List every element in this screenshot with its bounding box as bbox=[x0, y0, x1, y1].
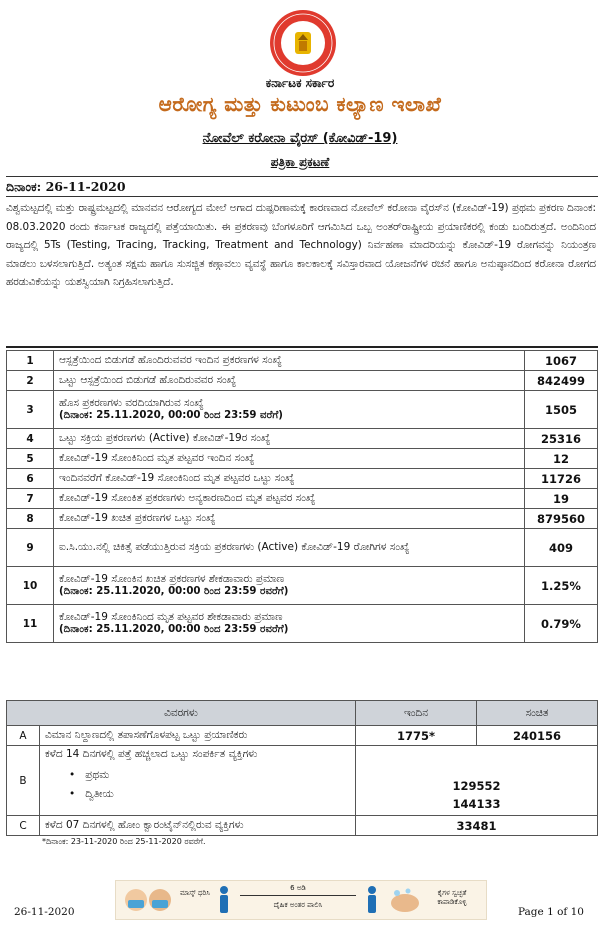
row-description: ಹೊಸ ಪ್ರಕರಣಗಳು ವರದಿಯಾಗಿರುವ ಸಂಖ್ಯೆ bbox=[59, 397, 204, 409]
divider bbox=[6, 176, 598, 177]
person-icon bbox=[364, 885, 380, 915]
table-row bbox=[7, 449, 598, 469]
row-value: 0.79% bbox=[525, 605, 598, 643]
table-row bbox=[7, 391, 598, 429]
row-number: 10 bbox=[7, 567, 54, 605]
row-description: ಇಂದಿನವರೆಗೆ ಕೋವಿಡ್-19 ಸೋಂಕಿನಿಂದ ಮೃತ ಪಟ್ಟವರ ಒಟ್ಟು ಸಂಖ್ಯೆ bbox=[59, 472, 295, 484]
department-title: ಆರೋಗ್ಯ ಮತ್ತು ಕುಟುಂಬ ಕಲ್ಯಾಣ ಇಲಾಖೆ bbox=[158, 92, 442, 116]
table-row bbox=[7, 746, 598, 816]
press-release-heading: ಪತ್ರಿಕಾ ಪ್ರಕಟಣೆ bbox=[270, 155, 330, 169]
distance-arrow bbox=[240, 895, 356, 896]
row-number: 8 bbox=[7, 509, 54, 529]
row-description-cell bbox=[54, 429, 525, 449]
masked-faces-icon bbox=[122, 885, 176, 915]
distance-caption: ದೈಹಿಕ ಅಂತರ ಪಾಲಿಸಿ bbox=[273, 901, 323, 909]
wash-caption: ಕೈಗಳ ಸ್ವಚ್ಛತೆ ಕಾಪಾಡಿಕೊಳ್ಳಿ bbox=[437, 889, 467, 906]
statistics-table bbox=[6, 350, 598, 643]
table-row bbox=[7, 509, 598, 529]
page-number: Page 1 of 10 bbox=[517, 906, 584, 918]
row-number: 5 bbox=[7, 449, 54, 469]
list-item: • ಪ್ರಥಮ bbox=[69, 769, 110, 781]
row-description: ಕೋವಿಡ್-19 ಸೋಂಕಿನಿಂದ ಮೃತ ಪಟ್ಟವರ ಶೇಕಡಾವಾರು ಪ್ರಮಾಣ bbox=[59, 611, 283, 623]
row-description-cell bbox=[54, 351, 525, 371]
row-description-cell bbox=[54, 509, 525, 529]
subtitle: ನೋವೆಲ್ ಕರೋನಾ ವೈರಸ್ (ಕೋವಿಡ್-19) bbox=[202, 131, 398, 146]
row-description-cell bbox=[54, 605, 525, 643]
list-item-label: ದ್ವಿತೀಯ bbox=[85, 788, 114, 800]
row-value: 25316 bbox=[525, 429, 598, 449]
table-row bbox=[7, 489, 598, 509]
row-number: 9 bbox=[7, 529, 54, 567]
hand-wash-icon bbox=[388, 887, 422, 915]
table-row bbox=[7, 816, 598, 836]
row-description: ಒಟ್ಟು ಸಕ್ರಿಯ ಪ್ರಕರಣಗಳು (Active) ಕೋವಿಡ್-19ರ ಸಂಖ್ಯೆ bbox=[59, 432, 271, 444]
table-row bbox=[7, 529, 598, 567]
row-date-range: (ದಿನಾಂಕ: 25.11.2020, 00:00 ರಿಂದ 23:59 ರವರೆಗೆ) bbox=[59, 586, 289, 597]
row-description: ಕೋವಿಡ್-19 ಸೋಂಕಿನಿಂದ ಮೃತ ಪಟ್ಟವರ ಇಂದಿನ ಸಂಖ್ಯೆ bbox=[59, 452, 255, 464]
row-date-range: (ದಿನಾಂಕ: 25.11.2020, 00:00 ರಿಂದ 23:59 ವರೆಗೆ) bbox=[59, 410, 283, 421]
row-description: ಕೋವಿಡ್-19 ಸೋಂಕಿತ ಪ್ರಕರಣಗಳು ಅನ್ಯಕಾರಣದಿಂದ ಮೃತ ಪಟ್ಟವರ ಸಂಖ್ಯೆ bbox=[59, 492, 316, 504]
secondary-contacts-value: 144133 bbox=[452, 797, 501, 811]
table-row bbox=[7, 567, 598, 605]
cumulative-value: 240156 bbox=[477, 726, 598, 746]
row-number: 1 bbox=[7, 351, 54, 371]
details-table bbox=[6, 700, 598, 836]
row-description-cell bbox=[54, 529, 525, 567]
row-value: 1505 bbox=[525, 391, 598, 429]
col-header-details: ವಿವರಗಳು bbox=[7, 701, 356, 726]
row-description: ಕಳೆದ 14 ದಿನಗಳಲ್ಲಿ ಪತ್ತೆ ಹಚ್ಚಲಾದ ಒಟ್ಟು ಸಂಪರ್ಕಿತ ವ್ಯಕ್ತಿಗಳು bbox=[45, 748, 258, 760]
col-header-cumulative: ಸಂಚಿತ bbox=[477, 701, 598, 726]
government-seal-logo bbox=[268, 8, 338, 78]
table-row bbox=[7, 726, 598, 746]
contact-values bbox=[356, 746, 598, 816]
distance-label: 6 ಅಡಿ bbox=[290, 884, 306, 892]
table-row bbox=[7, 351, 598, 371]
row-number: 6 bbox=[7, 469, 54, 489]
table-row bbox=[7, 469, 598, 489]
divider bbox=[6, 196, 598, 197]
row-value: 1.25% bbox=[525, 567, 598, 605]
footnote: *ದಿನಾಂಕ: 23-11-2020 ರಿಂದ 25-11-2020 ರವರೆಗೆ. bbox=[42, 837, 206, 846]
row-description: ಕಳೆದ 07 ದಿನಗಳಲ್ಲಿ ಹೋಂ ಕ್ವಾರಂಟೈನ್‌ನಲ್ಲಿರುವ ವ್ಯಕ್ತಿಗಳು bbox=[40, 816, 356, 836]
row-description-cell bbox=[54, 567, 525, 605]
row-value: 12 bbox=[525, 449, 598, 469]
row-value: 19 bbox=[525, 489, 598, 509]
row-description-cell bbox=[40, 746, 356, 816]
person-icon bbox=[216, 885, 232, 915]
row-number: 11 bbox=[7, 605, 54, 643]
row-description: ಕೋವಿಡ್-19 ಖಚಿತ ಪ್ರಕರಣಗಳ ಒಟ್ಟು ಸಂಖ್ಯೆ bbox=[59, 512, 216, 524]
covid-guidelines-banner bbox=[115, 880, 487, 920]
row-description-cell bbox=[54, 489, 525, 509]
primary-contacts-value: 129552 bbox=[452, 779, 501, 793]
list-item-label: ಪ್ರಥಮ bbox=[85, 769, 110, 781]
table-row bbox=[7, 605, 598, 643]
row-description-cell bbox=[54, 391, 525, 429]
row-value: 879560 bbox=[525, 509, 598, 529]
government-name: ಕರ್ನಾಟಕ ಸರ್ಕಾರ bbox=[265, 76, 335, 90]
today-value: 1775* bbox=[356, 726, 477, 746]
row-value: 842499 bbox=[525, 371, 598, 391]
list-item: • ದ್ವಿತೀಯ bbox=[69, 788, 114, 800]
release-date: ದಿನಾಂಕ: 26-11-2020 bbox=[6, 179, 126, 194]
row-description: ಒಟ್ಟು ಆಸ್ಪತ್ರೆಯಿಂದ ಬಿಡುಗಡೆ ಹೊಂದಿರುವವರ ಸಂಖ್ಯೆ bbox=[59, 374, 237, 386]
row-label: A bbox=[7, 726, 40, 746]
row-description-cell bbox=[54, 449, 525, 469]
table-row bbox=[7, 371, 598, 391]
footer-date: 26-11-2020 bbox=[14, 906, 75, 918]
row-value: 11726 bbox=[525, 469, 598, 489]
row-description-cell bbox=[54, 371, 525, 391]
row-number: 4 bbox=[7, 429, 54, 449]
row-description: ಆಸ್ಪತ್ರೆಯಿಂದ ಬಿಡುಗಡೆ ಹೊಂದಿರುವವರ ಇಂದಿನ ಪ್ರಕರಣಗಳ ಸಂಖ್ಯೆ bbox=[59, 354, 282, 366]
row-value: 409 bbox=[525, 529, 598, 567]
row-description-cell bbox=[54, 469, 525, 489]
row-description: ಐ.ಸಿ.ಯು.ನಲ್ಲಿ ಚಿಕಿತ್ಸೆ ಪಡೆಯುತ್ತಿರುವ ಸಕ್ರಿಯ ಪ್ರಕರಣಗಳು (Active) ಕೋವಿಡ್-19 ರೋಗಿಗಳ ಸಂಖ್ಯೆ bbox=[59, 541, 410, 553]
col-header-today: ಇಂದಿನ bbox=[356, 701, 477, 726]
divider bbox=[6, 346, 598, 348]
mask-caption: ಮಾಸ್ಕ್ ಧರಿಸಿ bbox=[180, 889, 210, 897]
row-date-range: (ದಿನಾಂಕ: 25.11.2020, 00:00 ರಿಂದ 23:59 ರವರೆಗೆ) bbox=[59, 624, 289, 635]
quarantine-value: 33481 bbox=[356, 816, 598, 836]
row-label: C bbox=[7, 816, 40, 836]
row-number: 3 bbox=[7, 391, 54, 429]
row-label: B bbox=[7, 746, 40, 816]
row-number: 7 bbox=[7, 489, 54, 509]
row-number: 2 bbox=[7, 371, 54, 391]
intro-paragraph: ವಿಶ್ವಮಟ್ಟದಲ್ಲಿ ಮತ್ತು ರಾಷ್ಟ್ರಮಟ್ಟದಲ್ಲಿ ಮಾನವನ ಆರೋಗ್ಯದ ಮೇಲೆ ಅಗಾದ ದುಷ್ಪರಿಣಾಮಕ್ಕೆ ಕಾರಣವಾದ ನೋವೆಲ್ ಕರೋನಾ ವೈರಸ್‌ನ (ಕೋವಿಡ್-19) ಪ್ರಥಮ ಪ್ರಕರಣ ದಿನಾಂಕ: 08.03.2020 ರಂದು ಕರ್ನಾಟಕ ರಾಜ್ಯದಲ್ಲಿ ಪತ್ತೆಯಾಯಿತು. ಈ ಪ್ರಕರಣವು ಬೆಂಗಳೂರಿಗೆ ಆಗಮಿಸಿದ ಒಬ್ಬ ಅಂತರ್‌ರಾಷ್ಟ್ರೀಯ ಪ್ರಯಾಣಿಕರಲ್ಲಿ ಕಂಡು ಬಂದಿರುತ್ತದೆ. ಅಂದಿನಿಂದ ರಾಜ್ಯದಲ್ಲಿ 5Ts (Testing, Tracing, Tracking, Treatment and Technology) ನಿರ್ವಹಣಾ ಮಾದರಿಯನ್ನು ಕೋವಿಡ್-19 ರೋಗವನ್ನು ನಿಯಂತ್ರಣ ಮಾಡಲು ಬಳಸಲಾಗುತ್ತಿದೆ. ಅತ್ಯಂತ ಸಕ್ಷಮ ಹಾಗೂ ಸುಸಜ್ಜಿತ ಕಣ್ಗಾವಲು ವ್ಯವಸ್ಥೆ ಹಾಗೂ ಕಾಲಕಾಲಕ್ಕೆ ಸವಿಸ್ತಾರವಾದ ಯೋಜನೆಗಳ ರಚನೆ ಹಾಗೂ ಅನುಷ್ಠಾನದಿಂದ ಕರೋನಾ ರೋಗದ ಹರಡುವಿಕೆಯನ್ನು ಯಶಸ್ವಿಯಾಗಿ ನಿಗ್ರಹಿಸಲಾಗುತ್ತಿದೆ. bbox=[6, 202, 596, 289]
table-row bbox=[7, 429, 598, 449]
row-description: ಕೋವಿಡ್-19 ಸೋಂಕಿನ ಖಚಿತ ಪ್ರಕರಣಗಳ ಶೇಕಡಾವಾರು ಪ್ರಮಾಣ bbox=[59, 573, 285, 585]
row-value: 1067 bbox=[525, 351, 598, 371]
row-description: ವಿಮಾನ ನಿಲ್ದಾಣದಲ್ಲಿ ತಪಾಸಣೆಗೊಳಪಟ್ಟ ಒಟ್ಟು ಪ್ರಯಾಣಿಕರು bbox=[40, 726, 356, 746]
